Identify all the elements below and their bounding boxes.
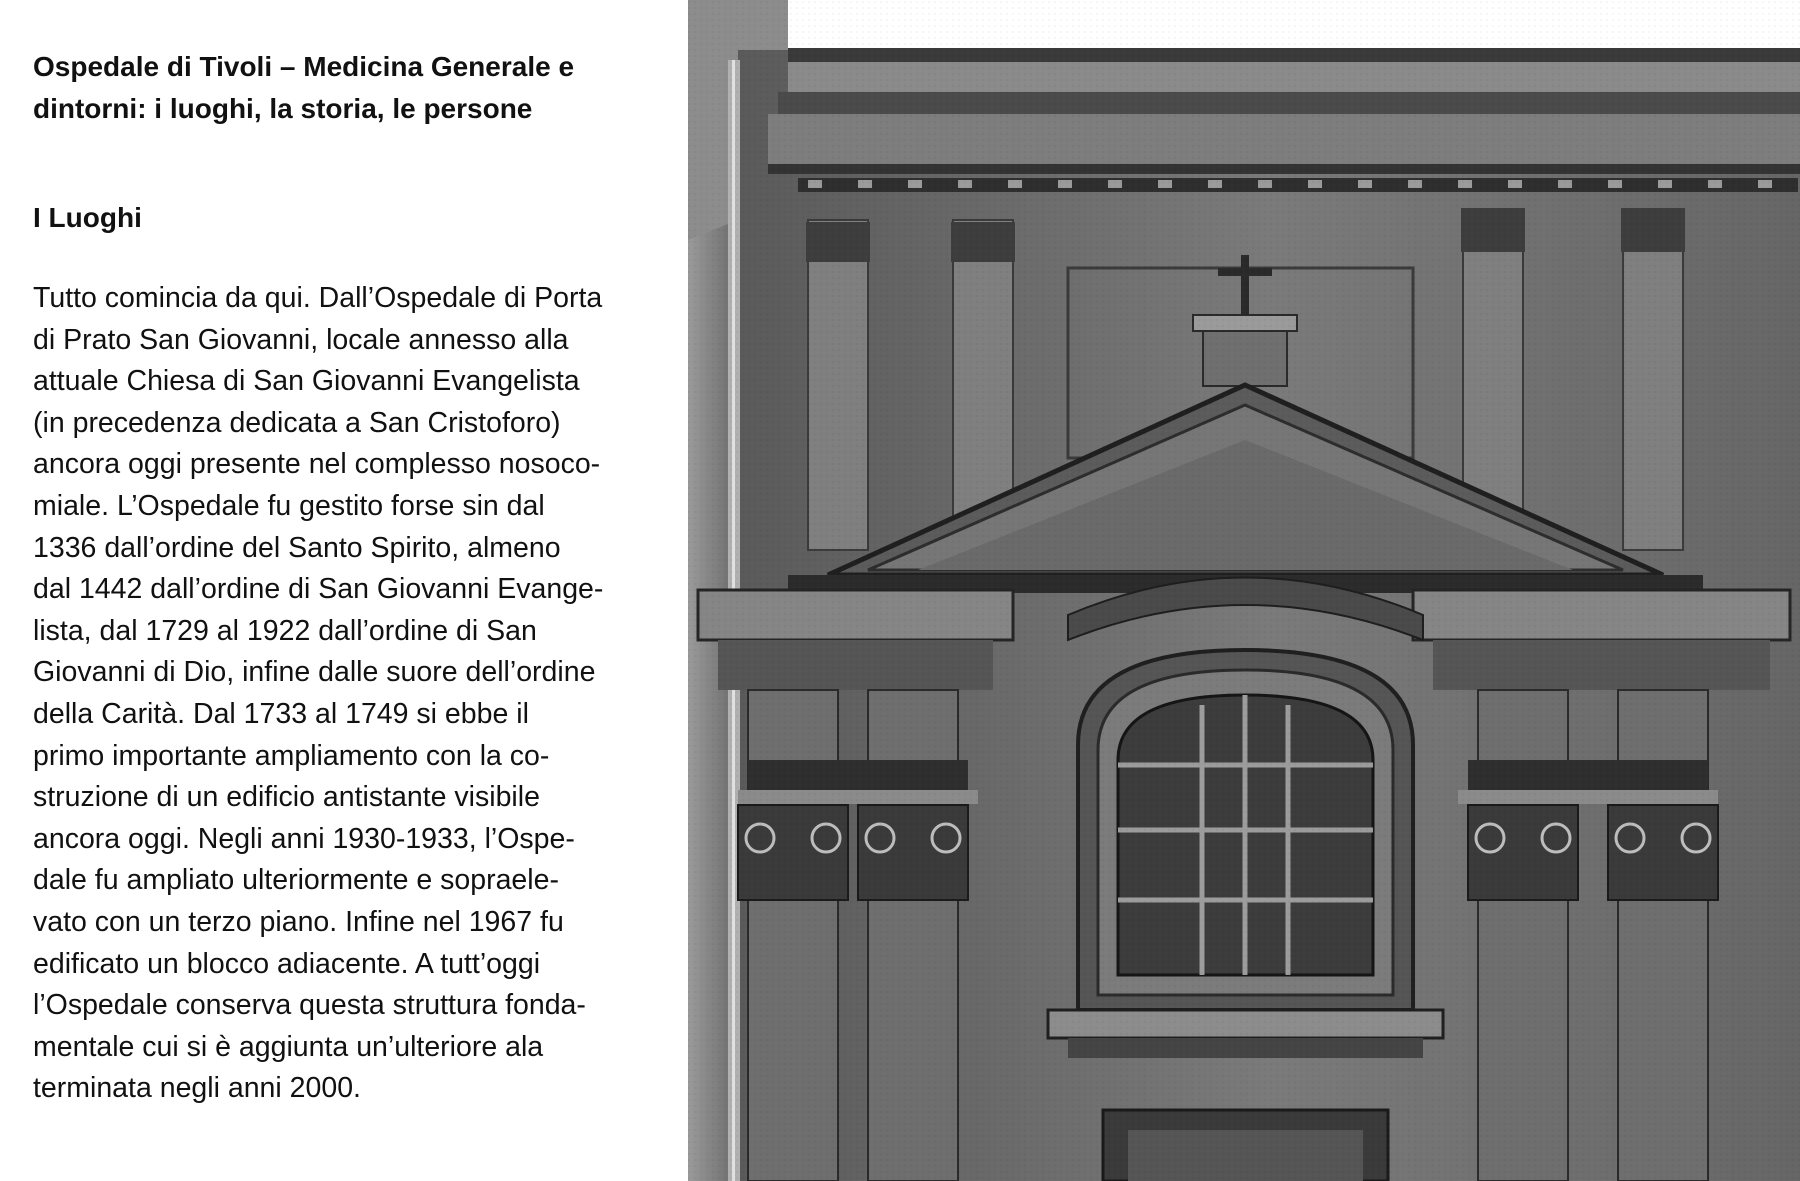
body-line: ancora oggi. Negli anni 1930-1933, l’Ospe- bbox=[33, 822, 575, 855]
body-paragraph bbox=[33, 278, 673, 1110]
body-line: terminata negli anni 2000. bbox=[33, 1072, 361, 1105]
page-title bbox=[33, 46, 673, 130]
body-line: attuale Chiesa di San Giovanni Evangelista bbox=[33, 365, 580, 398]
body-line: Tutto comincia da qui. Dall’Ospedale di Porta bbox=[33, 282, 603, 314]
title-line: dintorni: i luoghi, la storia, le persone bbox=[33, 93, 533, 124]
body-line: dal 1442 dall’ordine di San Giovanni Evange- bbox=[33, 573, 604, 606]
body-line: l’Ospedale conserva questa struttura fonda- bbox=[33, 989, 586, 1022]
body-line: struzione di un edificio antistante visibile bbox=[33, 781, 540, 814]
body-line: lista, dal 1729 al 1922 dall’ordine di San bbox=[33, 614, 537, 647]
body-line: (in precedenza dedicata a San Cristoforo) bbox=[33, 406, 561, 439]
text-column bbox=[33, 46, 673, 1105]
body-line: ancora oggi presente nel complesso nosoco- bbox=[33, 448, 601, 481]
church-facade-photo bbox=[688, 0, 1800, 1181]
body-line: edificato un blocco adiacente. A tutt’oggi bbox=[33, 947, 541, 980]
body-line: 1336 dall’ordine del Santo Spirito, almeno bbox=[33, 531, 561, 564]
title-line: Ospedale di Tivoli – Medicina Generale e bbox=[33, 51, 575, 82]
section-heading: I Luoghi bbox=[33, 202, 142, 233]
body-line: primo importante ampliamento con la co- bbox=[33, 739, 550, 772]
body-line: della Carità. Dal 1733 al 1749 si ebbe il bbox=[33, 697, 529, 730]
body-line: dale fu ampliato ulteriormente e sopraele- bbox=[33, 864, 559, 897]
body-line: vato con un terzo piano. Infine nel 1967 fu bbox=[33, 905, 564, 938]
body-line: miale. L’Ospedale fu gestito forse sin dal bbox=[33, 489, 545, 522]
body-line: mentale cui si è aggiunta un’ulteriore ala bbox=[33, 1030, 544, 1063]
body-line: di Prato San Giovanni, locale annesso alla bbox=[33, 323, 569, 356]
body-line: Giovanni di Dio, infine dalle suore dell’ordine bbox=[33, 656, 596, 689]
